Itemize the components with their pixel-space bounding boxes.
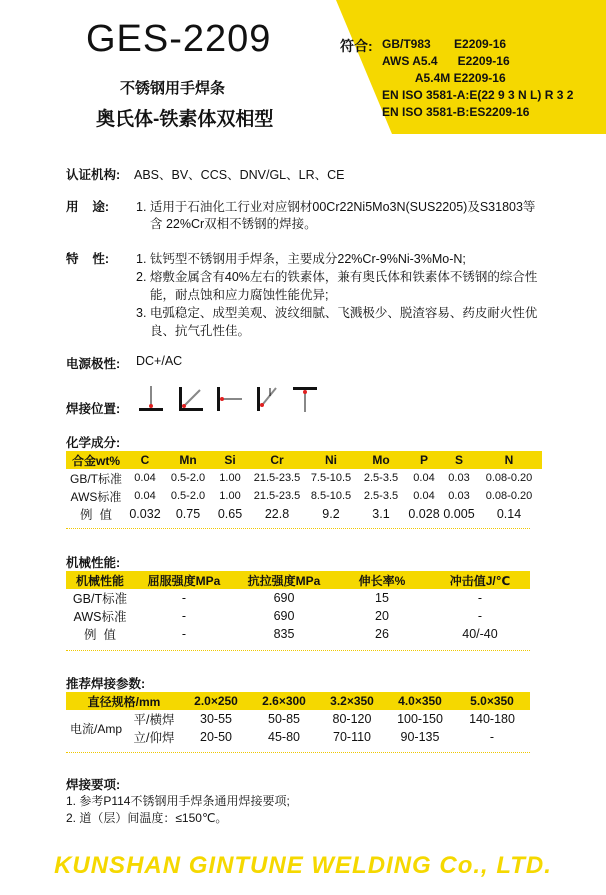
feature-line-3: 能，耐点蚀和应力腐蚀性能优异; (150, 288, 329, 302)
table-cell: 90-135 (400, 730, 440, 744)
table-row (66, 607, 530, 625)
usage-line-2: 含 22%Cr双相不锈钢的焊接。 (150, 217, 317, 231)
table-cell: 21.5-23.5 (253, 472, 301, 484)
standards-label: 符合: (340, 38, 373, 54)
standard-gbt: GB/T983 E2209-16 (382, 37, 507, 51)
divider (66, 650, 530, 651)
standard-aws-m: A5.4M E2209-16 (382, 71, 506, 85)
table-cell: 1.00 (219, 472, 241, 484)
table-cell: 140-180 (469, 712, 515, 726)
table-header-cell: 机械性能 (66, 571, 134, 589)
table-header-row (66, 451, 542, 469)
welding-position-label: 焊接位置: (66, 402, 121, 416)
company-name: KUNSHAN GINTUNE WELDING Co., LTD. (54, 852, 552, 879)
certification-label: 认证机构: (66, 168, 121, 182)
table-header-cell: 4.0×350 (386, 692, 454, 710)
product-code: GES-2209 (86, 18, 272, 60)
table-cell: 3.1 (372, 507, 390, 521)
table-header-cell: 直径规格/mm (66, 692, 182, 710)
table-cell: 0.04 (413, 472, 435, 484)
table-cell: GB/T标准 (69, 471, 122, 486)
table-header-cell: C (126, 451, 164, 469)
table-header-cell: Cr (248, 451, 306, 469)
table-cell: 8.5-10.5 (310, 490, 352, 502)
table-cell: - (181, 609, 187, 623)
table-cell: 0.005 (443, 507, 475, 521)
notes-title: 焊接要项: (66, 778, 121, 792)
table-cell: 2.5-3.5 (363, 472, 399, 484)
standard-aws: AWS A5.4 E2209-16 (382, 54, 510, 68)
standard-en-a: EN ISO 3581-A:E(22 9 3 N L) R 3 2 (382, 88, 574, 102)
table-cell: 0.14 (496, 507, 522, 521)
table-row (66, 625, 530, 643)
table-cell: AWS标准 (73, 610, 127, 624)
table-header-cell: Mn (164, 451, 212, 469)
table-cell: 40/-40 (462, 627, 498, 641)
table-header-cell: 2.6×300 (250, 692, 318, 710)
table-header-row (66, 692, 530, 710)
table-header-cell: 伸长率% (334, 571, 430, 589)
table-cell: 0.65 (217, 507, 243, 521)
table-cell: 20 (375, 609, 389, 623)
table-cell: 22.8 (264, 507, 290, 521)
feature-line-4: 3. 电弧稳定、成型美观、波纹细腻、飞溅极少、脱渣容易、药皮耐火性优 (136, 306, 538, 320)
table-header-cell: 屈服强度MPa (134, 571, 234, 589)
note-line-1: 1. 参考P114不锈钢用手焊条通用焊接要项; (66, 794, 290, 808)
table-header-cell: P (406, 451, 442, 469)
divider (66, 752, 530, 753)
table-row (66, 728, 530, 746)
table-cell: 50-85 (268, 712, 300, 726)
product-category: 不锈钢用手焊条 (120, 80, 226, 97)
features-label: 特 性: (66, 252, 110, 266)
table-cell: AWS标准 (70, 489, 122, 504)
table-cell: 26 (375, 627, 389, 641)
table-cell: 1.00 (219, 490, 241, 502)
table-cell: - (477, 591, 483, 605)
table-header-cell: N (476, 451, 542, 469)
horizontal-position-icon (214, 384, 244, 414)
table-header-cell: Mo (356, 451, 406, 469)
table-cell: - (477, 609, 483, 623)
table-cell: 9.2 (322, 507, 340, 521)
vertical-up-icon (254, 384, 284, 414)
table-cell: 835 (273, 627, 295, 641)
table-cell: 0.032 (129, 507, 161, 521)
product-type: 奥氏体-铁素体双相型 (96, 109, 274, 130)
mechanical-table (66, 571, 530, 643)
table-cell: 例 值 (84, 628, 116, 642)
polarity-label: 电源极性: (66, 357, 121, 371)
divider (66, 528, 530, 529)
table-row (66, 469, 542, 487)
table-cell: GB/T标准 (72, 592, 128, 606)
table-cell: 100-150 (397, 712, 443, 726)
usage-line-1: 1. 适用于石油化工行业对应钢材00Cr22Ni5Mo3N(SUS2205)及S31803等 (136, 200, 536, 214)
table-cell: 7.5-10.5 (310, 472, 352, 484)
table-cell: 0.5-2.0 (170, 472, 206, 484)
parameters-table (66, 692, 530, 746)
table-cell: - (181, 591, 187, 605)
horizontal-fillet-icon (176, 384, 206, 414)
mechanical-title: 机械性能: (66, 556, 121, 570)
table-cell: 0.04 (134, 490, 156, 502)
table-header-cell: 5.0×350 (454, 692, 530, 710)
table-cell: 0.5-2.0 (170, 490, 206, 502)
table-cell: 0.08-0.20 (485, 472, 533, 484)
table-cell: 0.08-0.20 (485, 490, 533, 502)
feature-line-1: 1. 钛钙型不锈钢用手焊条，主要成分22%Cr-9%Ni-3%Mo-N; (136, 252, 466, 266)
table-cell: 0.75 (175, 507, 201, 521)
table-header-cell: Ni (306, 451, 356, 469)
feature-line-5: 良、抗气孔性佳。 (150, 324, 251, 338)
table-header-cell: 冲击值J/℃ (430, 571, 530, 589)
table-cell: 平/横焊 (133, 713, 175, 727)
table-header-cell: S (442, 451, 476, 469)
table-header-cell: 合金wt% (66, 451, 126, 469)
table-cell: 0.03 (448, 472, 470, 484)
table-cell: 立/仰焊 (133, 731, 175, 745)
current-label: 电流/Amp (69, 721, 122, 736)
table-cell: 30-55 (200, 712, 232, 726)
table-cell: 690 (273, 609, 295, 623)
table-cell: 690 (273, 591, 295, 605)
usage-label: 用 途: (66, 200, 110, 214)
overhead-position-icon (290, 384, 320, 414)
table-header-cell: 抗拉强度MPa (234, 571, 334, 589)
note-line-2: 2. 道（层）间温度：≤150℃。 (66, 811, 228, 825)
certification-value: ABS、BV、CCS、DNV/GL、LR、CE (134, 168, 345, 182)
table-cell: 70-110 (333, 730, 371, 744)
parameters-title: 推荐焊接参数: (66, 677, 146, 691)
table-row (66, 710, 530, 728)
chemical-title: 化学成分: (66, 436, 121, 450)
table-header-cell: 2.0×250 (182, 692, 250, 710)
table-cell: 2.5-3.5 (363, 490, 399, 502)
flat-position-icon (136, 384, 166, 414)
table-cell: 20-50 (200, 730, 232, 744)
table-cell: 0.03 (448, 490, 470, 502)
table-cell: 0.028 (408, 507, 440, 521)
table-row (66, 505, 542, 523)
table-row (66, 589, 530, 607)
table-header-cell: Si (212, 451, 248, 469)
table-cell: 80-120 (332, 712, 372, 726)
table-cell: 0.04 (413, 490, 435, 502)
table-header-row (66, 571, 530, 589)
standards-list (382, 36, 573, 121)
standard-en-b: EN ISO 3581-B:ES2209-16 (382, 105, 530, 119)
feature-line-2: 2. 熔敷金属含有40%左右的铁素体，兼有奥氏体和铁素体不锈钢的综合性 (136, 270, 538, 284)
table-row (66, 487, 542, 505)
table-cell: 例 值 (80, 508, 112, 522)
table-cell: 15 (375, 591, 389, 605)
table-cell: 0.04 (134, 472, 156, 484)
table-cell: 21.5-23.5 (253, 490, 301, 502)
table-cell: - (489, 730, 495, 744)
table-header-cell: 3.2×350 (318, 692, 386, 710)
polarity-value: DC+/AC (136, 354, 183, 368)
table-cell: - (181, 627, 187, 641)
table-cell: 45-80 (268, 730, 300, 744)
chemical-table (66, 451, 542, 523)
